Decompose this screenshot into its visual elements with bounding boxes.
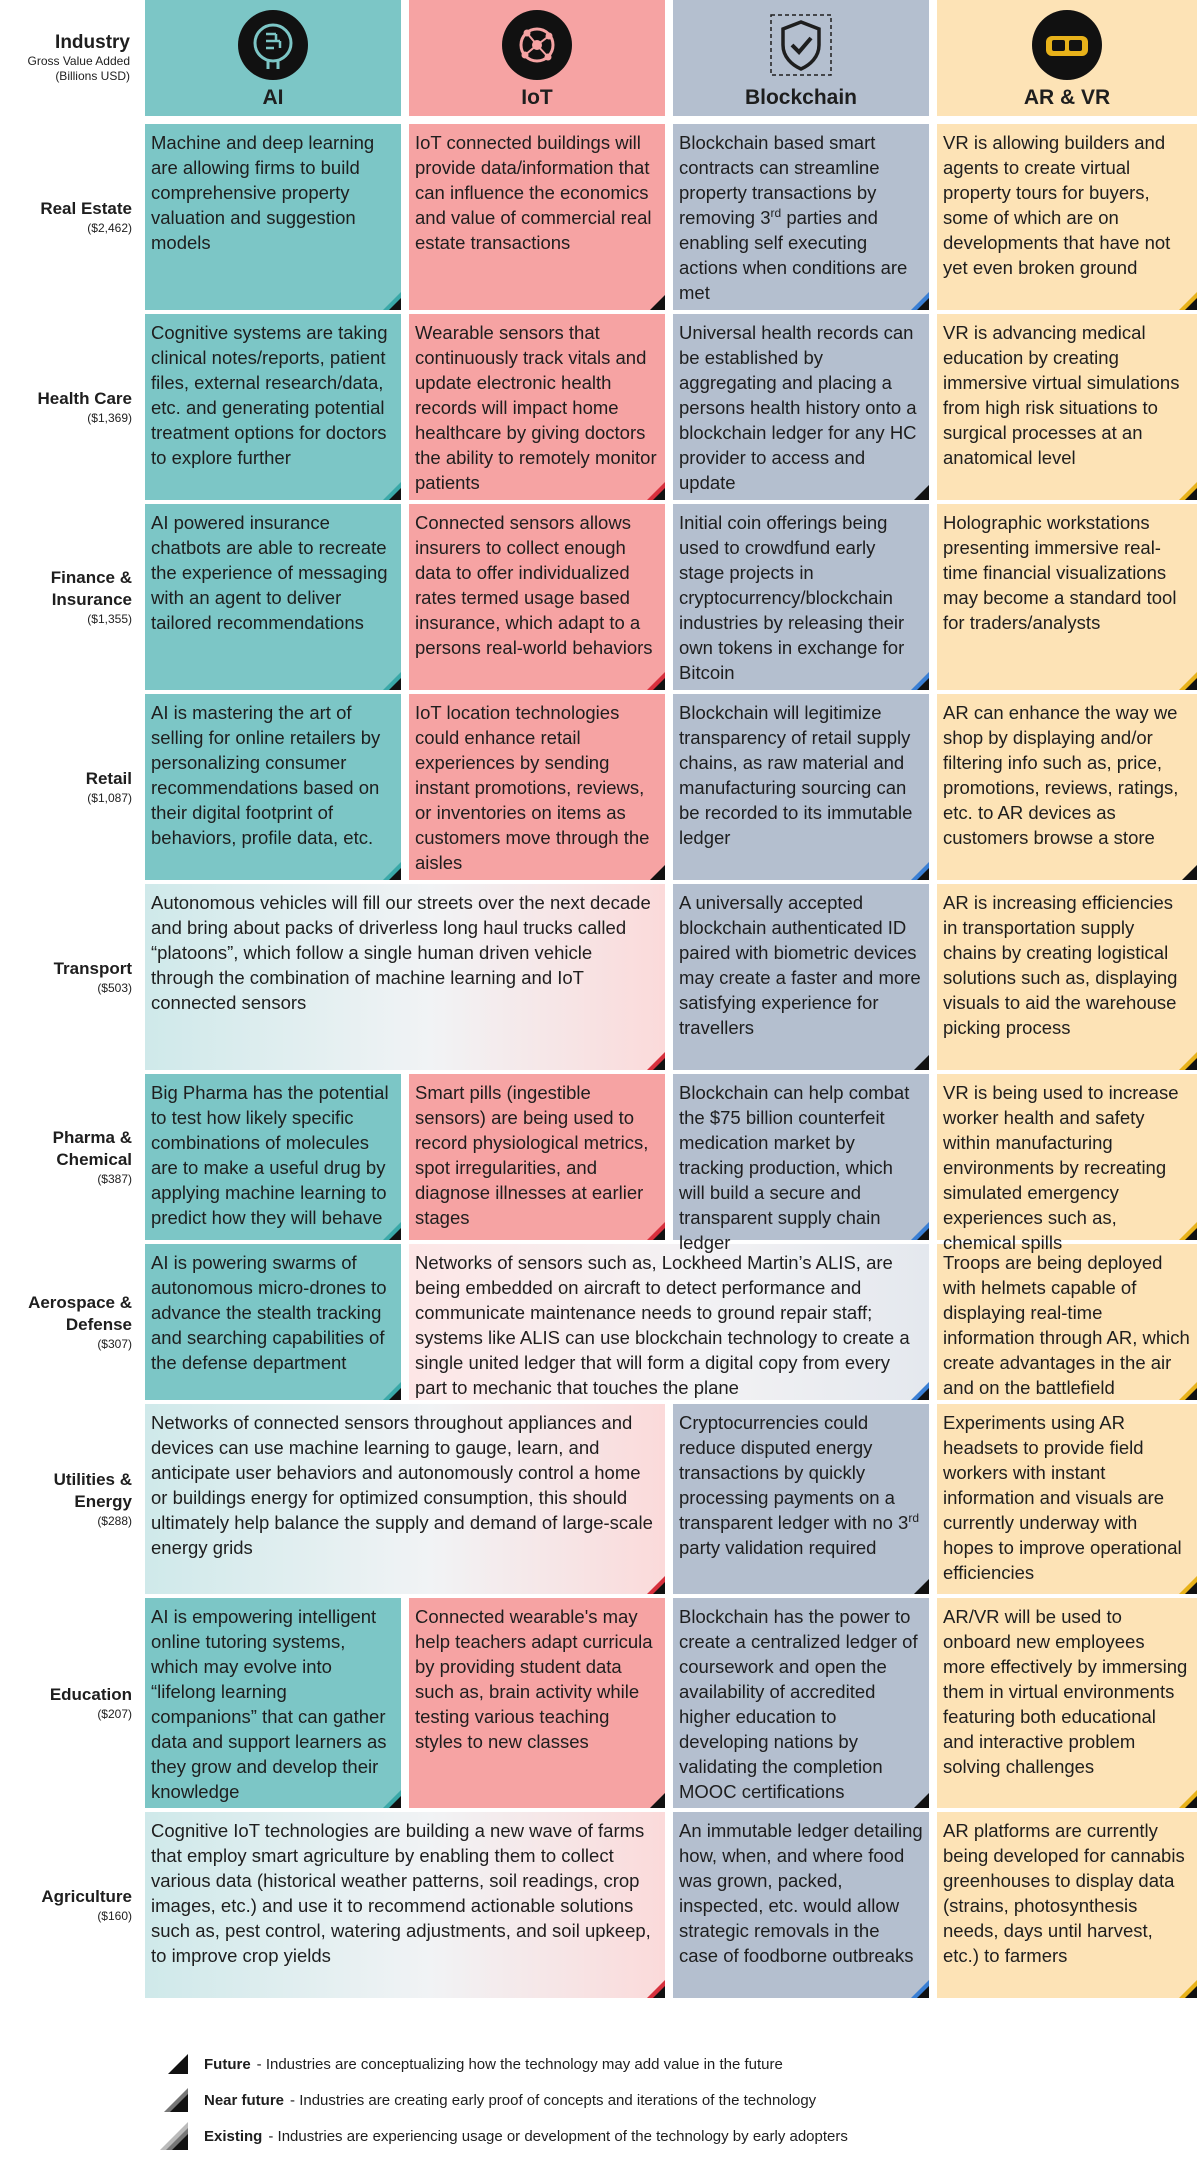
cell-text: AR/VR will be used to onboard new employees more effectively by immersing them in virtual environments featuring both educational and interactive problem solving challenges xyxy=(943,1606,1188,1777)
industry-name: Utilities & Energy xyxy=(53,1470,132,1511)
cell-text-superscript: rd xyxy=(770,205,782,220)
column-header-ai xyxy=(145,0,401,116)
industry-name: Agriculture xyxy=(41,1887,132,1906)
status-triangle-icon xyxy=(1179,482,1197,500)
status-triangle-icon xyxy=(647,1790,665,1808)
matrix-cell-ar xyxy=(937,1404,1197,1594)
status-triangle-icon xyxy=(1179,292,1197,310)
legend-item-future xyxy=(160,2050,783,2078)
industry-name: Transport xyxy=(53,959,132,978)
matrix-cell-ar xyxy=(937,1598,1197,1808)
row-label xyxy=(0,694,132,880)
row-label xyxy=(0,504,132,690)
cell-text: AI is empowering intelligent online tutoring systems, which may evolve into “lifelong learning companions” that can gather data and support learners as they grow and develop their knowledge xyxy=(151,1606,387,1802)
status-triangle-icon xyxy=(647,1980,665,1998)
matrix-cell-ai xyxy=(145,504,401,690)
legend-item-near-future xyxy=(160,2086,816,2114)
cell-text xyxy=(679,1410,923,1560)
legend-item-existing xyxy=(160,2122,848,2150)
column-label-iot: IoT xyxy=(521,86,553,109)
industry-value: ($307) xyxy=(97,1337,132,1351)
industry-name: Finance & Insurance xyxy=(50,568,132,609)
cell-text-part: Blockchain based smart contracts can streamline property transactions by removing 3 xyxy=(679,132,880,228)
cell-text-part: parties and enabling self executing actions when conditions are met xyxy=(679,207,908,303)
status-triangle-icon xyxy=(911,1052,929,1070)
cell-text: Networks of connected sensors throughout appliances and devices can use machine learning to gauge, learn, and anticipate user behaviors and autonomously control a home or buildings energy for optimized consumption, this should ultimately help balance the supply and demand of large-scale energy grids xyxy=(151,1412,653,1558)
row-label xyxy=(0,314,132,500)
cell-text: Initial coin offerings being used to crowdfund early stage projects in cryptocurrency/blockchain industries by releasing their own tokens in exchange for Bitcoin xyxy=(679,512,905,683)
legend-desc-existing: - Industries are experiencing usage or development of the technology by early adopters xyxy=(268,2127,848,2145)
row-label xyxy=(0,1598,132,1808)
header-subtitle: Gross Value Added (Billions USD) xyxy=(27,54,130,83)
status-triangle-icon xyxy=(383,672,401,690)
status-triangle-icon xyxy=(647,292,665,310)
matrix-cell-ai xyxy=(145,694,401,880)
matrix-cell-bc xyxy=(673,1404,929,1594)
industry-name: Health Care xyxy=(37,389,132,408)
industry-value: ($207) xyxy=(97,1707,132,1721)
cell-text: AR can enhance the way we shop by displaying and/or filtering info such as, price, promotions, reviews, ratings, etc. to AR devices as customers browse a store xyxy=(943,702,1179,848)
industry-value: ($160) xyxy=(97,1909,132,1923)
industry-value: ($288) xyxy=(97,1514,132,1528)
cell-text-part: Cryptocurrencies could reduce disputed energy transactions by quickly processing payments on a transparent ledger with no 3 xyxy=(679,1412,909,1533)
column-label-blockchain: Blockchain xyxy=(744,86,858,109)
header-title: Industry xyxy=(55,32,130,53)
matrix-cell-iot xyxy=(409,1074,665,1240)
status-triangle-icon xyxy=(1179,1980,1197,1998)
matrix-cell-bc xyxy=(673,314,929,500)
cell-text: Universal health records can be established by aggregating and placing a persons health history onto a blockchain ledger for any HC provider to access and update xyxy=(679,322,917,493)
legend-term-future: Future xyxy=(204,2055,251,2073)
status-triangle-icon xyxy=(911,862,929,880)
matrix-cell-ar xyxy=(937,314,1197,500)
industry-value: ($387) xyxy=(97,1172,132,1186)
column-header-blockchain xyxy=(673,0,929,116)
status-triangle-icon xyxy=(911,1980,929,1998)
cell-text: Blockchain has the power to create a centralized ledger of coursework and open the availability of accredited higher education to developing nations by validating the completion MOOC certifications xyxy=(679,1606,918,1802)
row-label xyxy=(0,124,132,310)
status-triangle-icon xyxy=(1179,1790,1197,1808)
cell-text: Connected wearable's may help teachers adapt curricula by providing student data such as, brain activity while testing various teaching styles to new classes xyxy=(415,1606,653,1752)
status-triangle-icon xyxy=(1179,862,1197,880)
cell-text-superscript: rd xyxy=(908,1510,920,1525)
status-triangle-icon xyxy=(383,862,401,880)
matrix-cell-iot xyxy=(409,124,665,310)
cell-text: A universally accepted blockchain authenticated ID paired with biometric devices may create a faster and more satisfying experience for travellers xyxy=(679,892,921,1038)
matrix-cell-ai xyxy=(145,1812,665,1998)
row-label xyxy=(0,1244,132,1400)
cell-text: An immutable ledger detailing how, when, and where food was grown, packed, inspected, etc. would allow strategic removals in the case of foodborne outbreaks xyxy=(679,1820,923,1966)
matrix-cell-iot xyxy=(409,504,665,690)
future-triangle-icon xyxy=(160,2050,190,2078)
cell-text: Autonomous vehicles will fill our streets over the next decade and bring about packs of driverless long haul trucks called “platoons”, which follow a single human driven vehicle through the combination of machine learning and IoT connected sensors xyxy=(151,892,651,1013)
vr-headset-icon xyxy=(1032,10,1102,80)
matrix-cell-ai xyxy=(145,884,665,1070)
industry-value: ($503) xyxy=(97,981,132,995)
matrix-cell-ai xyxy=(145,124,401,310)
legend-term-near-future: Near future xyxy=(204,2091,285,2109)
existing-triangle-icon xyxy=(160,2122,190,2150)
row-label xyxy=(0,1404,132,1594)
matrix-cell-ai xyxy=(145,1244,401,1400)
header-corner xyxy=(0,32,130,84)
matrix-cell-bc xyxy=(673,1812,929,1998)
status-triangle-icon xyxy=(1179,1052,1197,1070)
cell-text: IoT connected buildings will provide data/information that can influence the economics and value of commercial real estate transactions xyxy=(415,132,652,253)
row-label xyxy=(0,1812,132,1998)
cell-text: AR platforms are currently being developed for cannabis greenhouses to display data (strains, photosynthesis needs, days until harvest, etc.) to farmers xyxy=(943,1820,1185,1966)
shield-check-icon xyxy=(766,10,836,80)
status-triangle-icon xyxy=(647,1576,665,1594)
industry-name: Pharma & Chemical xyxy=(52,1128,132,1169)
status-triangle-icon xyxy=(383,292,401,310)
row-label xyxy=(0,884,132,1070)
matrix-cell-ar xyxy=(937,884,1197,1070)
legend-desc-future: - Industries are conceptualizing how the technology may add value in the future xyxy=(256,2055,783,2073)
row-label xyxy=(0,1074,132,1240)
cell-text: VR is advancing medical education by creating immersive virtual simulations from high risk situations to surgical processes at an anatomical level xyxy=(943,322,1180,468)
legend-term-existing: Existing xyxy=(204,2127,263,2145)
cell-text: AR is increasing efficiencies in transportation supply chains by creating logistical solutions such as, displaying visuals to aid the warehouse picking process xyxy=(943,892,1178,1038)
matrix-cell-iot xyxy=(409,314,665,500)
cell-text-part: party validation required xyxy=(679,1537,877,1558)
status-triangle-icon xyxy=(911,1576,929,1594)
cell-text: Experiments using AR headsets to provide field workers with instant information and visuals are currently underway with hopes to improve operational efficiencies xyxy=(943,1412,1182,1583)
cell-text: Big Pharma has the potential to test how likely specific combinations of molecules are to make a useful drug by applying machine learning to predict how they will behave xyxy=(151,1082,389,1228)
cell-text: Networks of sensors such as, Lockheed Martin’s ALIS, are being embedded on aircraft to detect performance and communicate maintenance needs to ground repair staff; systems like ALIS can use blockchain technology to create a single united ledger that will form a digital copy from every part to mechanic that touches the plane xyxy=(415,1252,910,1398)
matrix-cell-bc xyxy=(673,504,929,690)
industry-name: Real Estate xyxy=(40,199,132,218)
cell-text: AI is powering swarms of autonomous micro-drones to advance the stealth tracking and searching capabilities of the defense department xyxy=(151,1252,387,1373)
cell-text: Cognitive systems are taking clinical notes/reports, patient files, external research/data, etc. and generating potential treatment options for doctors to explore further xyxy=(151,322,388,468)
near-future-triangle-icon xyxy=(160,2086,190,2114)
matrix-cell-ai xyxy=(145,314,401,500)
matrix-cell-ai xyxy=(145,1074,401,1240)
matrix-cell-iot xyxy=(409,694,665,880)
cell-text: Cognitive IoT technologies are building a new wave of farms that employ smart agriculture by enabling them to collect various data (historical weather patterns, soil readings, crop images, etc.) and use it to recommend actionable solutions such as, pest control, watering adjustments, and soil upkeep, to improve crop yields xyxy=(151,1820,651,1966)
industry-name: Retail xyxy=(85,769,132,788)
cell-text: Blockchain will legitimize transparency of retail supply chains, as raw material and manufacturing sourcing can be recorded to its immutable ledger xyxy=(679,702,913,848)
matrix-cell-ar xyxy=(937,1812,1197,1998)
status-triangle-icon xyxy=(647,1052,665,1070)
cell-text: Holographic workstations presenting immersive real-time financial visualizations may become a standard tool for traders/analysts xyxy=(943,512,1177,633)
column-header-ar-vr xyxy=(937,0,1197,116)
column-label-ai: AI xyxy=(262,86,284,109)
industry-value: ($1,355) xyxy=(87,612,132,626)
legend-desc-near-future: - Industries are creating early proof of concepts and iterations of the technology xyxy=(290,2091,817,2109)
industry-value: ($1,369) xyxy=(87,411,132,425)
cell-text: Wearable sensors that continuously track vitals and update electronic health records will impact home healthcare by giving doctors the ability to remotely monitor patients xyxy=(415,322,657,493)
matrix-cell-iot xyxy=(409,1598,665,1808)
matrix-cell-ar xyxy=(937,504,1197,690)
cell-text xyxy=(679,130,923,305)
column-header-iot xyxy=(409,0,665,116)
industry-name: Aerospace & Defense xyxy=(28,1293,132,1334)
matrix-cell-ar xyxy=(937,124,1197,310)
matrix-cell-ar xyxy=(937,1074,1197,1253)
cell-text: AI is mastering the art of selling for online retailers by personalizing consumer recommendations based on their digital footprint of behaviors, profile data, etc. xyxy=(151,702,381,848)
matrix-cell-ar xyxy=(937,694,1197,880)
matrix-cell-bc xyxy=(673,1074,929,1253)
cell-text: Connected sensors allows insurers to collect enough data to offer individualized rates termed usage based insurance, which adapt to a persons real-world behaviors xyxy=(415,512,653,658)
industry-name: Education xyxy=(49,1685,132,1704)
status-triangle-icon xyxy=(1179,672,1197,690)
industry-value: ($2,462) xyxy=(87,221,132,235)
cell-text: VR is allowing builders and agents to create virtual property tours for buyers, some of which are on developments that have not yet even broken ground xyxy=(943,132,1171,278)
column-label-ar-vr: AR & VR xyxy=(1023,86,1111,109)
matrix-cell-ar xyxy=(937,1244,1197,1400)
status-triangle-icon xyxy=(383,1382,401,1400)
cell-text: VR is being used to increase worker health and safety within manufacturing environments by recreating simulated emergency experiences such as, chemical spills xyxy=(943,1082,1179,1253)
matrix-cell-bc xyxy=(673,1598,929,1808)
ai-head-icon xyxy=(238,10,308,80)
cell-text: Smart pills (ingestible sensors) are being used to record physiological metrics, spot irregularities, and diagnose illnesses at earlier stages xyxy=(415,1082,649,1228)
cell-text: AI powered insurance chatbots are able to recreate the experience of messaging with an agent to deliver tailored recommendations xyxy=(151,512,388,633)
network-nodes-icon xyxy=(502,10,572,80)
status-triangle-icon xyxy=(383,482,401,500)
matrix-cell-ai xyxy=(145,1404,665,1594)
cell-text: Troops are being deployed with helmets capable of displaying real-time information through AR, which create advantages in the air and on the battlefield xyxy=(943,1252,1190,1398)
matrix-cell-ai xyxy=(145,1598,401,1808)
cell-text: Machine and deep learning are allowing firms to build comprehensive property valuation and suggestion models xyxy=(151,132,375,253)
status-triangle-icon xyxy=(647,672,665,690)
cell-text: IoT location technologies could enhance retail experiences by sending instant promotions, reviews, or inventories on items as customers move through the aisles xyxy=(415,702,650,873)
industry-value: ($1,087) xyxy=(87,791,132,805)
matrix-cell-bc xyxy=(673,124,929,310)
matrix-cell-bc xyxy=(673,884,929,1070)
cell-text: Blockchain can help combat the $75 billion counterfeit medication market by tracking production, which will build a secure and transparent supply chain ledger xyxy=(679,1082,910,1253)
matrix-cell-bc xyxy=(673,694,929,880)
matrix-cell-iot xyxy=(409,1244,929,1400)
